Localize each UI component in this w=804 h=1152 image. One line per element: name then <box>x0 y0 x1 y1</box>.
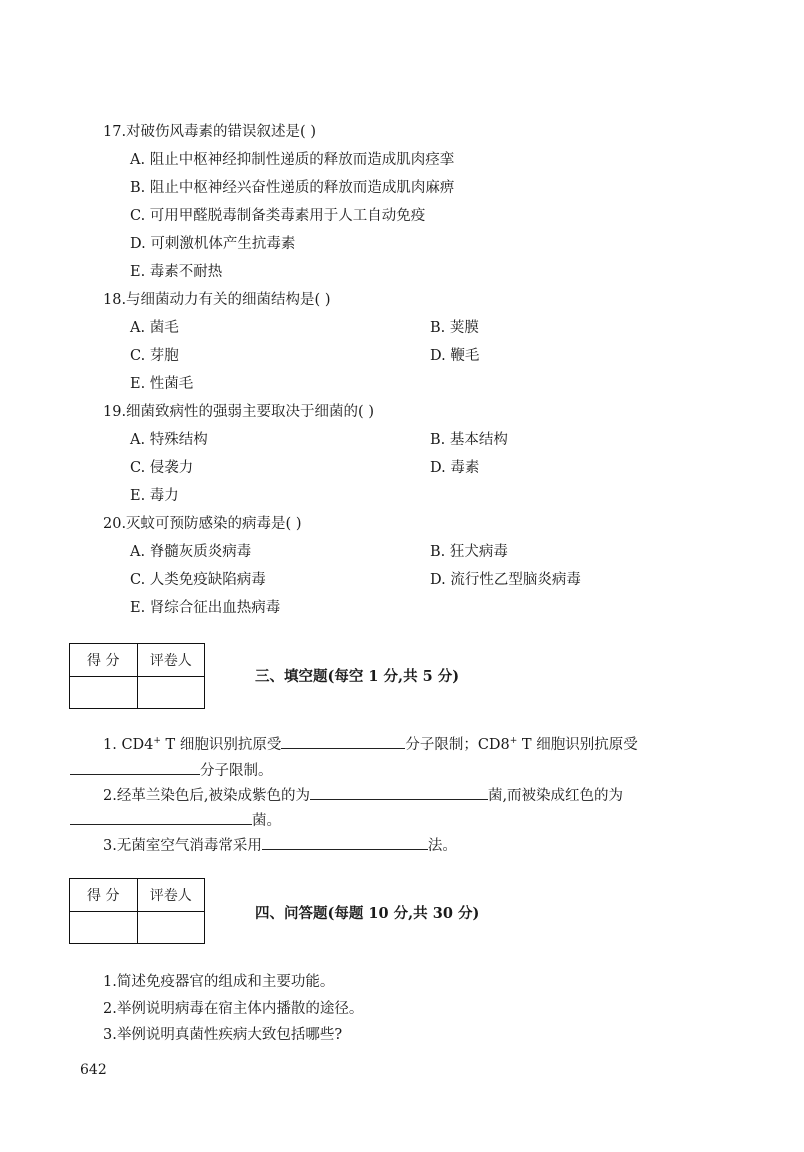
fill-q2-end: 菌。 <box>252 813 281 829</box>
question-17-option-c: C. 可用甲醛脱毒制备类毒素用于人工自动免疫 <box>130 208 426 224</box>
question-17-option-b: B. 阻止中枢神经兴奋性递质的释放而造成肌肉麻痹 <box>130 180 455 196</box>
fill-q1-end: 分子限制。 <box>200 763 273 779</box>
fill-q1-text-3: T 细胞识别抗原受 <box>517 737 638 753</box>
grader-header: 评卷人 <box>137 644 205 677</box>
fill-q2-prefix: 2.经革兰染色后,被染成紫色的为 <box>103 788 310 804</box>
grader-header: 评卷人 <box>137 879 205 912</box>
blank-3[interactable] <box>310 785 488 800</box>
question-20-stem: 20.灭蚊可预防感染的病毒是( ) <box>103 516 302 532</box>
superscript-plus: + <box>153 736 161 747</box>
fill-q3-end: 法。 <box>427 838 457 854</box>
blank-5[interactable] <box>262 835 428 850</box>
blank-4[interactable] <box>70 810 252 825</box>
superscript-plus-2: + <box>509 736 518 747</box>
score-cell[interactable] <box>70 911 138 944</box>
score-header: 得 分 <box>70 644 138 677</box>
section-3-title: 三、填空题(每空 1 分,共 5 分) <box>255 668 460 685</box>
fill-question-2-line1 <box>103 784 623 805</box>
question-19-option-d: D. 毒素 <box>430 460 480 476</box>
essay-question-2: 2.举例说明病毒在宿主体内播散的途径。 <box>103 1001 364 1017</box>
fill-q1-text: T 细胞识别抗原受 <box>160 737 282 753</box>
question-17-option-d: D. 可刺激机体产生抗毒素 <box>130 236 296 252</box>
question-18-option-b: B. 荚膜 <box>430 320 479 336</box>
score-table-section-4 <box>69 878 205 944</box>
fill-question-3 <box>103 834 457 855</box>
question-17-stem: 17.对破伤风毒素的错误叙述是( ) <box>103 124 316 140</box>
question-18-option-a: A. 菌毛 <box>130 320 179 336</box>
score-cell[interactable] <box>70 676 138 709</box>
grader-cell[interactable] <box>137 911 205 944</box>
question-18-option-e: E. 性菌毛 <box>130 376 194 392</box>
question-20-option-c: C. 人类免疫缺陷病毒 <box>130 572 266 588</box>
section-4-title: 四、问答题(每题 10 分,共 30 分) <box>255 905 480 922</box>
grader-cell[interactable] <box>137 676 205 709</box>
blank-2[interactable] <box>70 760 200 775</box>
blank-1[interactable] <box>281 734 405 749</box>
question-20-option-b: B. 狂犬病毒 <box>430 544 508 560</box>
question-19-stem: 19.细菌致病性的强弱主要取决于细菌的( ) <box>103 404 374 420</box>
fill-question-2-line2 <box>70 809 281 830</box>
fill-q3-prefix: 3.无菌室空气消毒常采用 <box>103 838 262 854</box>
question-20-option-d: D. 流行性乙型脑炎病毒 <box>430 572 581 588</box>
question-18-option-c: C. 芽胞 <box>130 348 179 364</box>
question-19-option-a: A. 特殊结构 <box>130 432 208 448</box>
fill-q1-prefix: 1. CD4 <box>103 737 154 753</box>
fill-q2-mid: 菌,而被染成红色的为 <box>487 788 624 804</box>
question-17-option-a: A. 阻止中枢神经抑制性递质的释放而造成肌肉痉挛 <box>130 152 455 168</box>
page-number: 642 <box>80 1062 107 1078</box>
question-17-option-e: E. 毒素不耐热 <box>130 264 223 280</box>
question-19-option-c: C. 侵袭力 <box>130 460 194 476</box>
essay-question-3: 3.举例说明真菌性疾病大致包括哪些? <box>103 1027 343 1043</box>
fill-q1-text-2: 分子限制；CD8 <box>405 737 510 753</box>
score-header: 得 分 <box>70 879 138 912</box>
question-18-stem: 18.与细菌动力有关的细菌结构是( ) <box>103 292 331 308</box>
fill-question-1-line2 <box>70 759 273 780</box>
question-18-option-d: D. 鞭毛 <box>430 348 480 364</box>
question-19-option-b: B. 基本结构 <box>430 432 508 448</box>
question-20-option-a: A. 脊髓灰质炎病毒 <box>130 544 252 560</box>
essay-question-1: 1.简述免疫器官的组成和主要功能。 <box>103 974 335 990</box>
fill-question-1-line1 <box>103 733 638 754</box>
score-table-section-3 <box>69 643 205 709</box>
question-20-option-e: E. 肾综合征出血热病毒 <box>130 600 281 616</box>
question-19-option-e: E. 毒力 <box>130 488 179 504</box>
